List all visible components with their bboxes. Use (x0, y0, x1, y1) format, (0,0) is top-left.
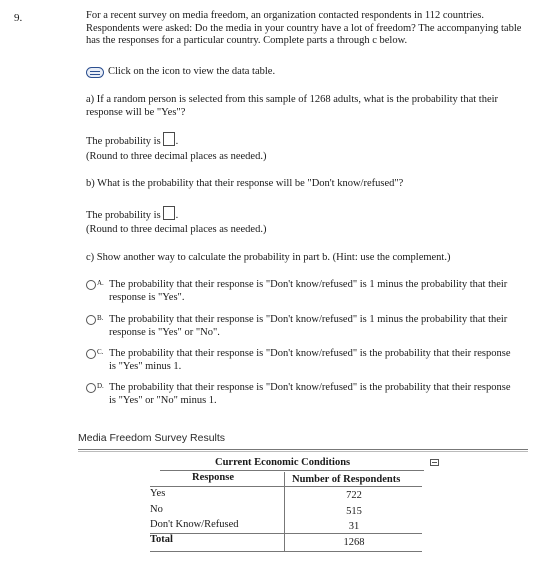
option-d-letter: D. (97, 382, 104, 390)
table-bottom-rule (150, 551, 422, 552)
question-intro: For a recent survey on media freedom, an organization contacted respondents in 112 countries. Respondents were asked: Do the media in your country have a lot of freedom? The accompanying table has the responses for a particular country. Complete parts a through c below. (86, 10, 522, 46)
part-b-question: b) What is the probability that their response will be "Don't know/refused"? (86, 178, 404, 189)
part-b-answer-suffix: . (175, 210, 179, 221)
table-top-rule-shadow (78, 451, 528, 452)
view-data-table-label: Click on the icon to view the data table. (108, 66, 276, 77)
row-total-label: Total (150, 534, 173, 545)
option-d-radio[interactable] (86, 383, 96, 393)
table-row (150, 504, 163, 517)
option-a-radio[interactable] (86, 280, 96, 290)
part-c-question: c) Show another way to calculate the probability in part b. (Hint: use the complement.) (86, 252, 451, 263)
option-a-letter: A. (97, 279, 104, 287)
part-a-answer-line (86, 132, 526, 149)
part-b-answer-input[interactable] (163, 206, 175, 220)
part-a-answer-input[interactable] (163, 132, 175, 146)
part-b-answer-line (86, 206, 526, 223)
row-number-yes: 722 (346, 490, 362, 501)
row-response-no: No (150, 504, 163, 515)
table-row (150, 519, 239, 532)
data-table-icon[interactable] (86, 67, 104, 78)
option-b-radio[interactable] (86, 315, 96, 325)
table-row (150, 488, 165, 501)
view-data-table-link[interactable] (86, 66, 275, 79)
option-c-letter: C. (97, 348, 104, 356)
copy-table-icon[interactable] (430, 459, 439, 466)
option-b-letter: B. (97, 314, 104, 322)
row-response-dont-know: Don't Know/Refused (150, 519, 239, 530)
row-number-no: 515 (346, 506, 362, 517)
table-group-header: Current Economic Conditions (215, 457, 351, 468)
part-a-answer-suffix: . (175, 136, 179, 147)
part-a-answer-prefix: The probability is (86, 136, 161, 147)
column-header-response: Response (192, 472, 235, 483)
table-header-rule (150, 486, 422, 487)
table-top-rule (78, 449, 528, 450)
option-c[interactable] (86, 348, 526, 373)
question-number: 9. (14, 12, 23, 24)
row-response-yes: Yes (150, 488, 166, 499)
table-total-rule (150, 533, 422, 534)
option-d-text: The probability that their response is "Don't know/refused" is the probability that their response is "Yes" or "No" minus 1. (109, 382, 511, 406)
table-column-divider (284, 472, 285, 552)
column-header-number: Number of Respondents (292, 474, 401, 485)
option-b-text: The probability that their response is "Don't know/refused" is 1 minus the probability that their response is "Yes" or "No". (109, 314, 508, 338)
option-a[interactable] (86, 279, 526, 304)
row-total-value: 1268 (343, 537, 365, 548)
part-b-note: (Round to three decimal places as needed.) (86, 224, 267, 235)
part-a-note: (Round to three decimal places as needed.) (86, 151, 267, 162)
option-b[interactable] (86, 314, 526, 339)
option-c-radio[interactable] (86, 349, 96, 359)
part-a-question: a) If a random person is selected from this sample of 1268 adults, what is the probability that their response will be "Yes"? (86, 94, 499, 118)
option-a-text: The probability that their response is "Don't know/refused" is 1 minus the probability that their response is "Yes". (109, 279, 508, 303)
table-title: Media Freedom Survey Results (78, 432, 226, 444)
table-group-rule (160, 470, 424, 471)
row-number-dont-know: 31 (348, 521, 360, 532)
option-d[interactable] (86, 382, 526, 407)
part-b-answer-prefix: The probability is (86, 210, 161, 221)
option-c-text: The probability that their response is "Don't know/refused" is the probability that their response is "Yes" minus 1. (109, 348, 511, 372)
